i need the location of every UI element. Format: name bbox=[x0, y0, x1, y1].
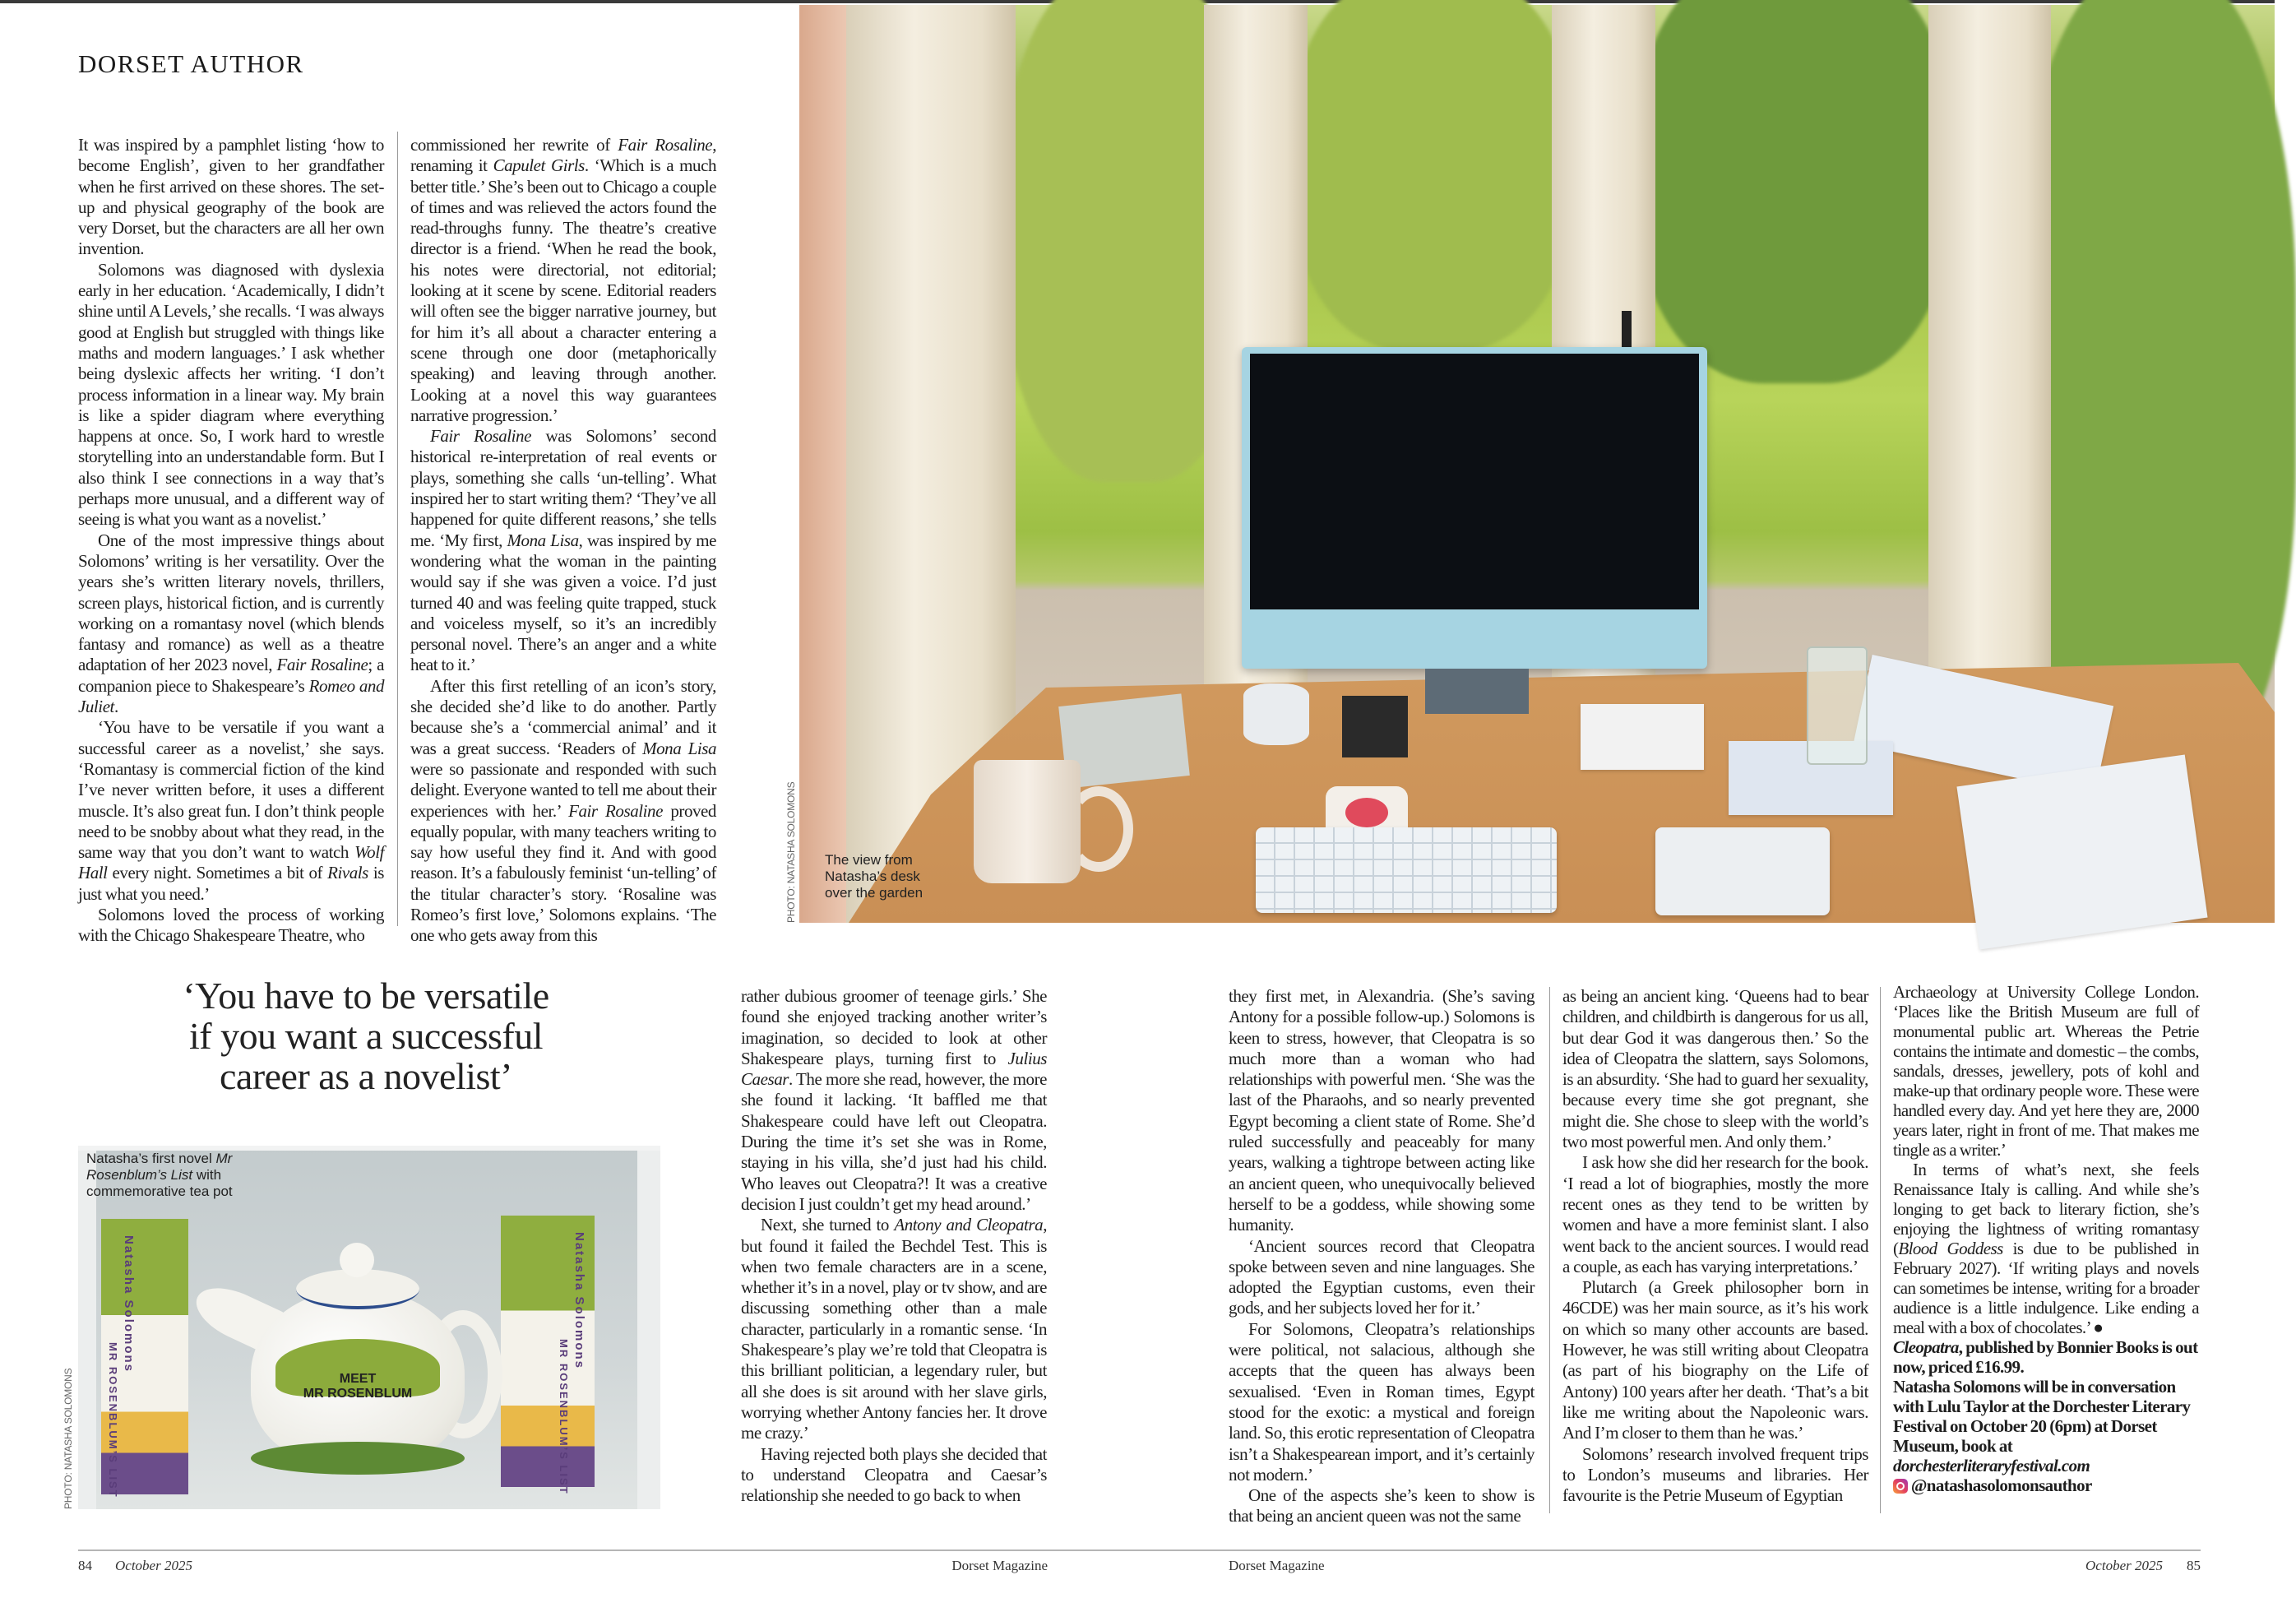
book-author: Natasha Solomons bbox=[122, 1235, 136, 1373]
column-6-body bbox=[1893, 982, 2199, 1337]
trackpad bbox=[1655, 827, 1830, 915]
paragraph: commissioned her rewrite of Fair Rosaline, renaming it Capulet Girls. ‘Which is a much better title.’ She’s been out to Chicago a couple of times and was relieved the actors found the read-throughs funny. The theatre’s creative director is a friend. ‘When he read the book, his notes were directorial, not editorial; looking at it scene by scene. Editorial readers will often see the bigger narrative journey, but for him it’s all about a character entering a scene through one door (metaphorically speaking) and leaving through another. Looking at a novel this way guarantees narrative progression.’ bbox=[410, 135, 716, 425]
article-column-2 bbox=[410, 135, 716, 946]
paragraph: rather dubious groomer of teenage girls.’ She found she enjoyed tracking another writer’s imagination, so decided to look at other Shakespeare plays, turning first to Julius Caesar. The more she read, however, the more she found it lacking. ‘It baffled me that Shakespeare could have left out Cleopatra. During the time it’s set she was in Rome, staying in his villa, she’d just had his child. Who leaves out Cleopatra?! It was a creative decision I just couldn’t get my head around.’ bbox=[741, 986, 1047, 1214]
paragraph: Solomons was diagnosed with dyslexia early in her education. ‘Academically, I didn’t shine until A Levels,’ she recalls. ‘I was always good at English but struggled with things like maths and modern languages.’ I ask whether being dyslexic affects her writing. ‘I don’t process information in a linear way. My brain is like a spider diagram where everything happens at once. So, I work hard to wrestle storytelling into an understandable form. But I also think I see connections in a way that’s perhaps more unusual, and a different way of seeing is what you want as a novelist.’ bbox=[78, 259, 384, 530]
event-info bbox=[1893, 1377, 2199, 1475]
caption-book-title: Mr Rosenblum’s List bbox=[86, 1151, 233, 1183]
instagram-handle[interactable]: @natashasolomonsauthor bbox=[1910, 1475, 2092, 1495]
page-number-left: 84 bbox=[78, 1558, 92, 1573]
paragraph: ‘Ancient sources record that Cleopatra spoke between seven and nine languages. She adopted the Egyptian customs, even their gods, and her subjects loved her for it.’ bbox=[1229, 1235, 1535, 1318]
issue-date-left: October 2025 bbox=[115, 1558, 192, 1573]
paragraph: Plutarch (a Greek philosopher born in 46CDE) was her main source, as it’s his work on which so many other accounts are based. However, he was still writing about Cleopatra (as part of his biography on the Life of Antony) 100 years after her death. ‘That’s a bit like me writing about the Napoleonic wars. And I’m closer to them than he was.’ bbox=[1562, 1277, 1868, 1443]
paragraph: Solomons loved the process of working with the Chicago Shakespeare Theatre, who bbox=[78, 904, 384, 946]
column-divider bbox=[1549, 987, 1550, 1513]
column-divider bbox=[1880, 987, 1881, 1513]
desk-garden-photo bbox=[799, 5, 2275, 923]
monitor bbox=[1242, 347, 1707, 669]
paragraph: as being an ancient king. ‘Queens had to bear children, and childbirth is dangerous for us all, but dear God it was dangerous then.’ So the idea of Cleopatra the slattern, says Solomons, is an absurdity. ‘She had to guard her sexuality, because every time she got pregnant, she might die. She chose to sleep with the world’s two most powerful men. And only them.’ bbox=[1562, 986, 1868, 1152]
teapot-knob bbox=[340, 1243, 374, 1277]
photo-credit: PHOTO: NATASHA SOLOMONS bbox=[785, 781, 797, 923]
book-title: Cleopatra bbox=[1893, 1337, 1959, 1357]
book-right bbox=[501, 1216, 595, 1495]
italic-title: Mona Lisa bbox=[507, 530, 579, 550]
paragraph: they first met, in Alexandria. (She’s saving Antony for a possible follow-up.) Solomons is keen to stress, however, that Cleopatra is so much more than a woman who had relationships with powerful men. ‘She was the last of the Pharaohs, and so nearly prevented Egypt becoming a client state of Rome. She’d ruled successfully and peaceably for many years, walking a tightrope between acting like an ancient queen, who unequivocally believed herself to be a goddess, while showing some humanity. bbox=[1229, 986, 1535, 1235]
paragraph: One of the aspects she’s keen to show is that being an ancient queen was not the same bbox=[1229, 1485, 1535, 1526]
paragraph: For Solomons, Cleopatra’s relationships were political, not salacious, although she accepts that the queen has always been sexualised. ‘Even in Roman times, Egypt stood for the exotic: a mystical and foreign land. So, this erotic representation of Cleopatra isn’t a Shakespearean import, and it’s certainly not modern.’ bbox=[1229, 1318, 1535, 1485]
pull-quote-line: if you want a successful bbox=[189, 1015, 543, 1057]
monitor-screen bbox=[1250, 354, 1699, 609]
instagram-line bbox=[1893, 1475, 2199, 1495]
section-heading: DORSET AUTHOR bbox=[78, 49, 304, 78]
paragraph: In terms of what’s next, she feels Renaissance Italy is calling. And while she’s longing to get back to literary fiction, she’s enjoying the lightness of writing romantasy (Blood Goddess is due to be published in February 2027). ‘If writing plays and novels can sometimes be intense, writing for a broader audience is a little indulgence. Like ending a meal with a box of chocolates.’ ● bbox=[1893, 1160, 2199, 1337]
magazine-name-left: Dorset Magazine bbox=[951, 1558, 1048, 1573]
mug bbox=[974, 760, 1081, 883]
window-handle bbox=[1622, 311, 1632, 352]
column-divider bbox=[397, 132, 398, 926]
italic-title: Mona Lisa bbox=[642, 738, 716, 758]
paragraph: I ask how she did her research for the book. ‘I read a lot of biographies, mostly the more recent ones as they tend to be written by women and have a more feminist slant. I also went back to the ancient sources. I would read a couple, as each has varying interpretations.’ bbox=[1562, 1152, 1868, 1276]
italic-title: Fair Rosaline bbox=[430, 426, 531, 447]
teapot-lettering bbox=[251, 1372, 465, 1401]
desk-photo-caption bbox=[825, 852, 923, 901]
article-column-1 bbox=[78, 135, 384, 946]
event-line: Natasha Solomons will be in conversation with Lulu Taylor at the Dorchester Literary Festival on October 20 (6pm) at Dorset Museum, book at bbox=[1893, 1377, 2191, 1456]
book-left bbox=[101, 1219, 188, 1499]
paragraph: Archaeology at University College London. ‘Places like the British Museum are full of monumental public art. Whereas the Petrie contains the intimate and domestic – the combs, sandals, dresses, jewellery, pots of kohl and make-up that ordinary people wore. These were handled every day. And yet here they are, 2000 years later, right in front of me. That makes me tingle as a writer.’ bbox=[1893, 982, 2199, 1160]
page-number-right: 85 bbox=[2187, 1558, 2201, 1573]
article-column-5 bbox=[1562, 986, 1868, 1512]
italic-title: Capulet Girls bbox=[493, 155, 585, 176]
italic-title: Rivals bbox=[327, 863, 368, 883]
italic-title: Fair Rosaline bbox=[276, 655, 368, 675]
book-author: Natasha Solomons bbox=[572, 1232, 586, 1370]
pull-quote bbox=[95, 975, 637, 1096]
paragraph: It was inspired by a pamphlet listing ‘how to become English’, given to her grandfather when he first arrived on these shores. The set-up and physical geography of the book are very Dorset, but the characters are all her own invention. bbox=[78, 135, 384, 259]
teapot-books-photo bbox=[78, 1146, 660, 1509]
book-title: MR ROSENBLUM’S LIST bbox=[558, 1339, 570, 1495]
photo-credit: PHOTO: NATASHA SOLOMONS bbox=[62, 1368, 74, 1509]
book-line: , published by Bonnier Books is out now, priced £16.99. bbox=[1893, 1337, 2198, 1377]
caption-text: Natasha’s first novel bbox=[86, 1151, 216, 1166]
teapot-text: MR ROSENBLUM bbox=[303, 1387, 413, 1401]
italic-title: Fair Rosaline bbox=[568, 800, 663, 821]
article-column-6 bbox=[1893, 982, 2199, 1495]
monitor-stand bbox=[1425, 669, 1529, 714]
stapler bbox=[1342, 696, 1408, 757]
article-column-3 bbox=[741, 986, 1047, 1512]
teapot-text: MEET bbox=[339, 1372, 377, 1386]
caption-text: with commemorative tea pot bbox=[86, 1167, 233, 1199]
book-info bbox=[1893, 1337, 2199, 1377]
italic-title: Blood Goddess bbox=[1898, 1239, 2003, 1258]
italic-title: Antony and Cleopatra bbox=[894, 1215, 1044, 1235]
caption-line: The view from bbox=[825, 852, 913, 868]
keyboard bbox=[1256, 827, 1557, 913]
pull-quote-line: ‘You have to be versatile bbox=[183, 975, 549, 1017]
paragraph: Next, she turned to Antony and Cleopatra, but found it failed the Bechdel Test. This is when two female characters are in a scene, whether it’s in a novel, play or tv show, and are discussing something other than a male character, particularly in a romantic sense. ‘In Shakespeare’s play we’re told that Cleopatra is this brilliant politician, a legendary ruler, but all she does is sit around with her slave girls, worrying whether Antony fancies her. It drove me crazy.’ bbox=[741, 1215, 1047, 1443]
caption-line: over the garden bbox=[825, 885, 923, 901]
event-url[interactable]: dorchesterliteraryfestival.com bbox=[1893, 1456, 2090, 1475]
paragraph: ‘You have to be versatile if you want a successful career as a novelist,’ she says. ‘Romantasy is commercial fiction of the kind I’ve never written before, it uses a different muscle. It’s also great fun. I don’t think people need to be snobby about what they read, in the same way that you don’t want to watch Wolf Hall every night. Sometimes a bit of Rivals is just what you need.’ bbox=[78, 717, 384, 904]
italic-title: Romeo and Juliet bbox=[78, 675, 384, 717]
italic-title: Wolf Hall bbox=[78, 842, 384, 883]
glass bbox=[1807, 646, 1868, 765]
teapot-photo-caption bbox=[86, 1151, 275, 1200]
article-column-4 bbox=[1229, 986, 1535, 1526]
italic-title: Julius Caesar bbox=[741, 1048, 1047, 1090]
paragraph: Solomons’ research involved frequent trips to London’s museums and libraries. Her favourite is the Petrie Museum of Egyptian bbox=[1562, 1443, 1868, 1506]
issue-date-right: October 2025 bbox=[2085, 1558, 2163, 1573]
teapot-body bbox=[251, 1290, 465, 1466]
paragraph: Fair Rosaline was Solomons’ second historical re-interpretation of real events or plays, something she calls ‘un-telling’. What inspired her to start writing them? ‘They’ve all happened for quite different reasons,’ she tells me. ‘My first, Mona Lisa, was inspired by me wondering what the woman in the painting would say if she was given a voice. I’d just turned 40 and was feeling quite trapped, stuck and voiceless myself, so it’s an incredibly personal novel. There’s an anger and a white heat to it.’ bbox=[410, 426, 716, 675]
footer-rule bbox=[78, 1549, 2201, 1551]
tape bbox=[1243, 683, 1309, 745]
caption-line: Natasha’s desk bbox=[825, 869, 920, 884]
pull-quote-line: career as a novelist’ bbox=[219, 1055, 513, 1097]
italic-title: Fair Rosaline bbox=[618, 135, 713, 155]
paragraph: After this first retelling of an icon’s story, she decided she’d like to do another. Partly because she’s a ‘commercial animal’ and it was a great success. ‘Readers of Mona Lisa were so passionate and responded with such delight. Everyone wanted to tell me about their experiences with her.’ Fair Rosaline proved equally popular, with many teachers writing to say how useful they find it. And with good reason. It’s a fabulously feminist ‘un-telling’ of the titular character’s story. ‘Rosaline was Romeo’s first love,’ Solomons explains. ‘The one who gets away from this bbox=[410, 675, 716, 946]
magazine-name-right: Dorset Magazine bbox=[1229, 1558, 1325, 1573]
instagram-icon bbox=[1893, 1479, 1908, 1494]
book-title: MR ROSENBLUM’S LIST bbox=[107, 1342, 119, 1499]
paragraph: Having rejected both plays she decided that to understand Cleopatra and Caesar’s relationship she needed to go back to when bbox=[741, 1443, 1047, 1506]
paragraph: One of the most impressive things about Solomons’ writing is her versatility. Over the years she’s written literary novels, thrillers, screen plays, historical fiction, and is currently working on a romantasy novel (which blends fantasy and romance) as well as a theatre adaptation of her 2023 novel, Fair Rosaline; a companion piece to Shakespeare’s Romeo and Juliet. bbox=[78, 530, 384, 717]
